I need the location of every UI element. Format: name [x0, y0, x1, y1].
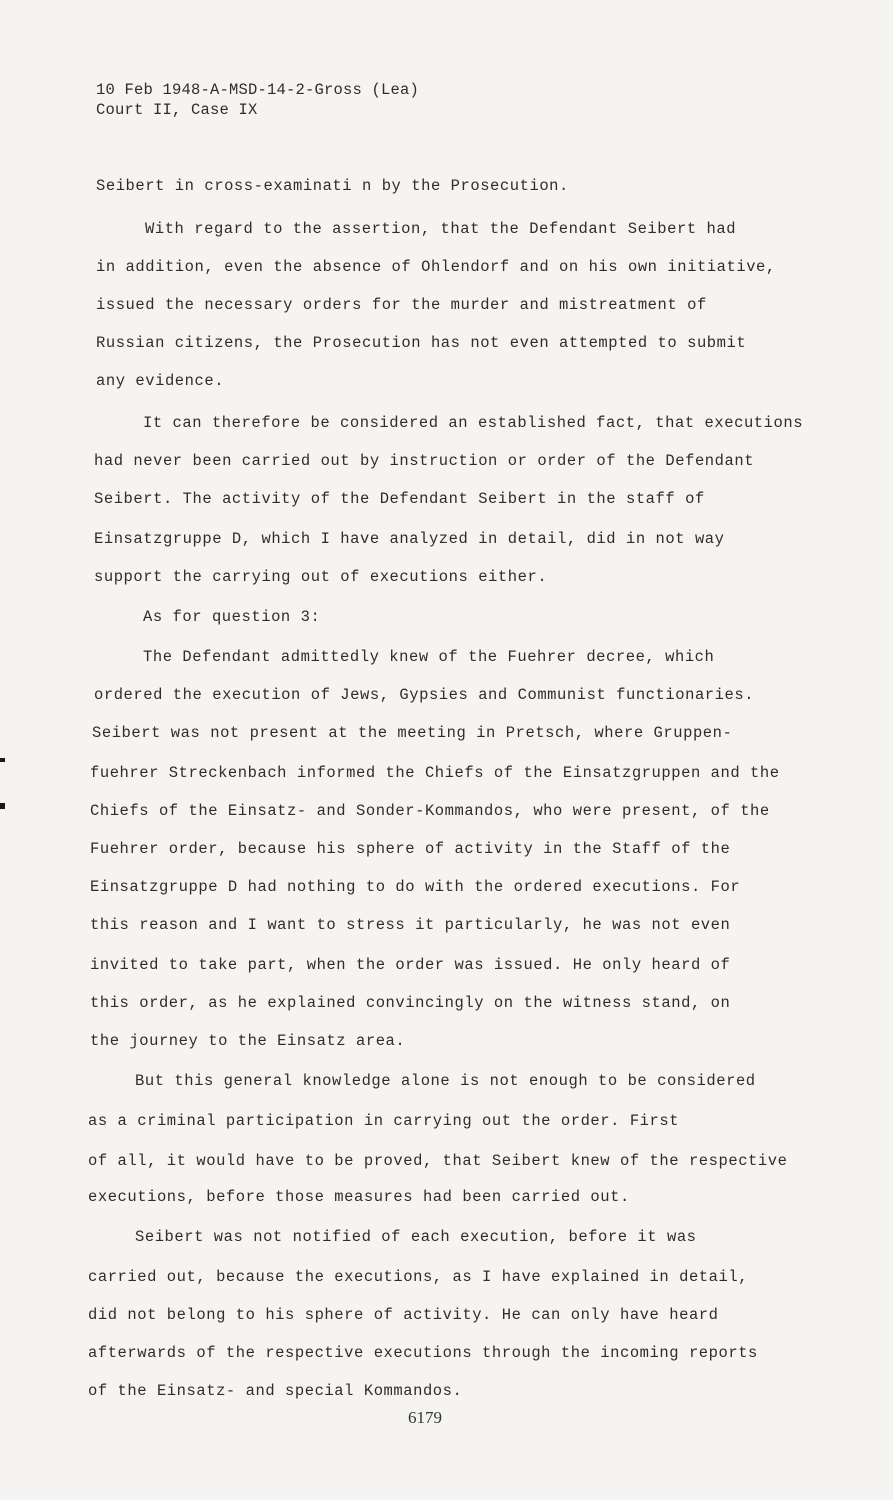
text-line: With regard to the assertion, that the Defendant Seibert had: [145, 220, 737, 238]
text-line: any evidence.: [96, 372, 225, 390]
text-line: the journey to the Einsatz area.: [90, 1032, 406, 1050]
text-line: fuehrer Streckenbach informed the Chiefs of the Einsatzgruppen and the: [90, 764, 780, 782]
text-line: Einsatzgruppe D, which I have analyzed in detail, did in not way: [94, 530, 725, 548]
text-line: this reason and I want to stress it particularly, he was not even: [90, 916, 731, 934]
text-line: in addition, even the absence of Ohlendorf and on his own initiative,: [96, 258, 776, 276]
page-number: 6179: [408, 1408, 442, 1427]
text-line: As for question 3:: [143, 608, 321, 626]
text-line: of all, it would have to be proved, that Seibert knew of the respective: [88, 1152, 788, 1170]
header-line-court-case: Court II, Case IX: [96, 101, 258, 119]
text-line: Seibert in cross-examinati n by the Prosecution.: [96, 177, 569, 195]
text-line: Chiefs of the Einsatz- and Sonder-Kommandos, who were present, of the: [90, 802, 770, 820]
text-line: afterwards of the respective executions through the incoming reports: [88, 1344, 758, 1362]
text-line: as a criminal participation in carrying out the order. First: [88, 1112, 680, 1130]
text-line: invited to take part, when the order was issued. He only heard of: [90, 956, 731, 974]
text-line: Seibert was not present at the meeting in Pretsch, where Gruppen-: [92, 724, 733, 742]
text-line: support the carrying out of executions either.: [94, 568, 548, 586]
header-line-date-reference: 10 Feb 1948-A-MSD-14-2-Gross (Lea): [96, 81, 420, 99]
text-line: of the Einsatz- and special Kommandos.: [88, 1382, 463, 1400]
scan-edge-mark: [0, 803, 5, 809]
text-line: this order, as he explained convincingly on the witness stand, on: [90, 994, 731, 1012]
text-line: Seibert. The activity of the Defendant Seibert in the staff of: [94, 490, 705, 508]
text-line: Fuehrer order, because his sphere of activity in the Staff of the: [90, 840, 731, 858]
text-line: ordered the execution of Jews, Gypsies and Communist functionaries.: [94, 686, 755, 704]
text-line: It can therefore be considered an established fact, that executions: [143, 414, 804, 432]
text-line: Seibert was not notified of each execution, before it was: [135, 1228, 697, 1246]
text-line: But this general knowledge alone is not enough to be considered: [135, 1072, 756, 1090]
text-line: The Defendant admittedly knew of the Fuehrer decree, which: [143, 648, 715, 666]
text-line: carried out, because the executions, as I have explained in detail,: [88, 1268, 749, 1286]
text-line: issued the necessary orders for the murder and mistreatment of: [96, 296, 707, 314]
text-line: executions, before those measures had been carried out.: [88, 1188, 630, 1206]
text-line: did not belong to his sphere of activity. He can only have heard: [88, 1306, 719, 1324]
scan-edge-mark: [0, 758, 5, 762]
text-line: Russian citizens, the Prosecution has not even attempted to submit: [96, 334, 747, 352]
document-header: [96, 80, 419, 120]
text-line: had never been carried out by instruction or order of the Defendant: [94, 452, 755, 470]
text-line: Einsatzgruppe D had nothing to do with the ordered executions. For: [90, 878, 741, 896]
